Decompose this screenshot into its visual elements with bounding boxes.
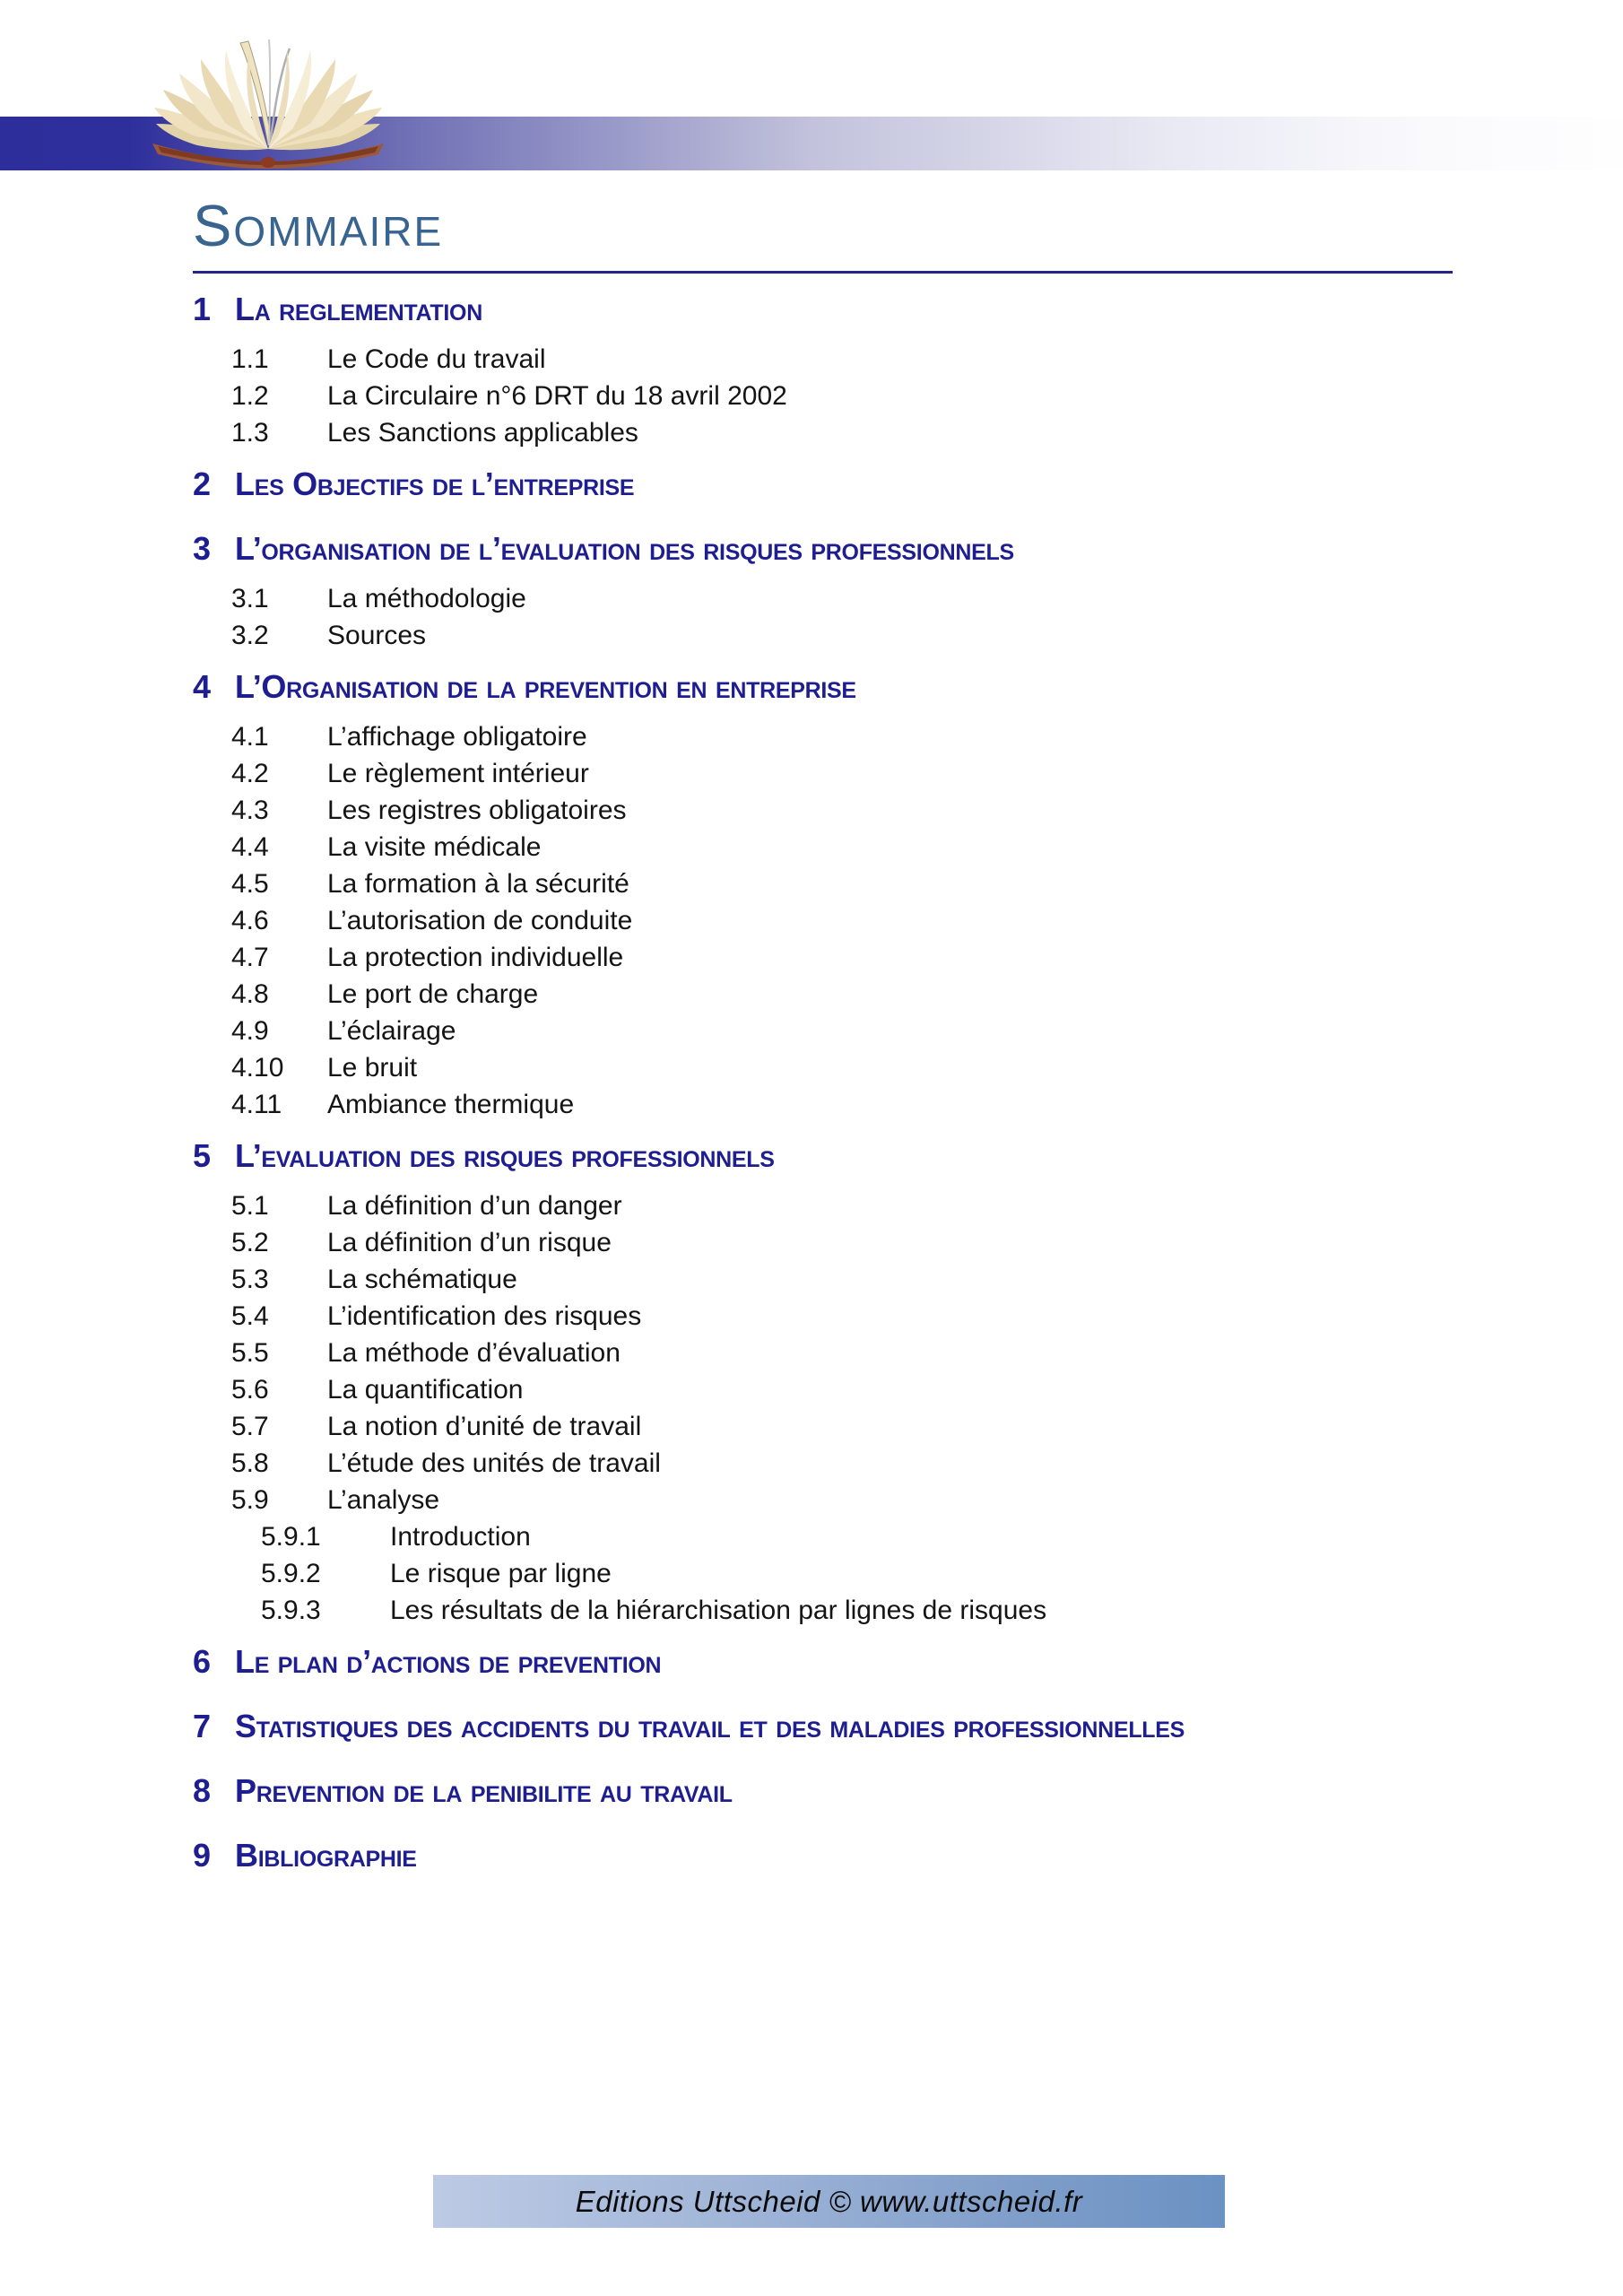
toc-number: 5.9 bbox=[231, 1485, 269, 1516]
content-column bbox=[193, 193, 1453, 1887]
toc-heading bbox=[193, 1760, 1453, 1822]
toc-label: La méthode d’évaluation bbox=[327, 1338, 621, 1369]
toc-item bbox=[193, 1298, 1453, 1335]
toc-item bbox=[193, 1408, 1453, 1445]
toc-item bbox=[193, 829, 1453, 865]
toc-number: 4.2 bbox=[231, 759, 269, 789]
toc-item bbox=[193, 414, 1453, 451]
toc-item bbox=[193, 378, 1453, 414]
toc-label: L’affichage obligatoire bbox=[327, 722, 587, 752]
toc-heading bbox=[193, 453, 1453, 516]
toc-number: 3 bbox=[193, 530, 211, 568]
toc-number: 5.8 bbox=[231, 1448, 269, 1479]
toc-label: Statistiques des accidents du travail et des maladies professionnelles bbox=[235, 1708, 1185, 1745]
toc-item bbox=[193, 976, 1453, 1013]
toc-label: Le règlement intérieur bbox=[327, 759, 589, 789]
toc-label: Bibliographie bbox=[235, 1837, 417, 1874]
toc-item bbox=[193, 902, 1453, 939]
toc-item bbox=[193, 718, 1453, 755]
toc-number: 5.6 bbox=[231, 1375, 269, 1405]
toc-number: 2 bbox=[193, 465, 211, 503]
toc-label: La définition d’un risque bbox=[327, 1228, 612, 1258]
toc-item bbox=[193, 1086, 1453, 1123]
toc-number: 6 bbox=[193, 1643, 211, 1681]
toc-item bbox=[193, 1013, 1453, 1049]
toc-label: Les registres obligatoires bbox=[327, 796, 627, 826]
toc-label: La Circulaire n°6 DRT du 18 avril 2002 bbox=[327, 381, 787, 412]
toc-number: 5.3 bbox=[231, 1265, 269, 1295]
toc-label: Le port de charge bbox=[327, 979, 539, 1010]
toc-label: L’autorisation de conduite bbox=[327, 906, 633, 936]
toc-label: La visite médicale bbox=[327, 832, 542, 863]
toc-label: L’organisation de l’evaluation des risques professionnels bbox=[235, 530, 1014, 568]
toc-number: 5.9.1 bbox=[261, 1522, 321, 1552]
toc-number: 4.9 bbox=[231, 1016, 269, 1047]
toc-number: 3.1 bbox=[231, 584, 269, 614]
toc-label: L’evaluation des risques professionnels bbox=[235, 1137, 775, 1175]
toc-label: La méthodologie bbox=[327, 584, 526, 614]
toc-label: La reglementation bbox=[235, 291, 482, 328]
toc-label: La définition d’un danger bbox=[327, 1191, 622, 1222]
toc-number: 4.4 bbox=[231, 832, 269, 863]
toc-number: 4.5 bbox=[231, 869, 269, 900]
toc-heading bbox=[193, 517, 1453, 580]
toc-number: 4.1 bbox=[231, 722, 269, 752]
toc-item bbox=[193, 617, 1453, 654]
toc-number: 1 bbox=[193, 291, 211, 328]
footer-text: Editions Uttscheid © www.uttscheid.fr bbox=[575, 2184, 1083, 2218]
toc-number: 4.8 bbox=[231, 979, 269, 1010]
toc-item bbox=[193, 1187, 1453, 1224]
toc-number: 3.2 bbox=[231, 621, 269, 651]
toc-number: 4.11 bbox=[231, 1090, 282, 1120]
toc-heading bbox=[193, 1695, 1453, 1758]
toc-label: La formation à la sécurité bbox=[327, 869, 629, 900]
toc-number: 1.1 bbox=[231, 344, 269, 375]
toc-item bbox=[193, 1049, 1453, 1086]
toc-label: Sources bbox=[327, 621, 427, 651]
toc-label: Prevention de la penibilite au travail bbox=[235, 1772, 733, 1810]
toc-number: 4.10 bbox=[231, 1053, 284, 1083]
toc-item bbox=[193, 792, 1453, 829]
toc-label: Le risque par ligne bbox=[390, 1559, 612, 1589]
toc-heading bbox=[193, 1125, 1453, 1187]
toc-number: 5.5 bbox=[231, 1338, 269, 1369]
toc-number: 1.2 bbox=[231, 381, 269, 412]
toc-label: La schématique bbox=[327, 1265, 517, 1295]
toc-item bbox=[193, 939, 1453, 976]
toc-label: L’éclairage bbox=[327, 1016, 456, 1047]
toc-label: Les Sanctions applicables bbox=[327, 418, 638, 448]
toc-item bbox=[193, 1335, 1453, 1371]
toc-number: 8 bbox=[193, 1772, 211, 1810]
toc-heading bbox=[193, 656, 1453, 718]
toc-label: La protection individuelle bbox=[327, 943, 624, 973]
table-of-contents bbox=[193, 278, 1453, 1887]
toc-number: 4.3 bbox=[231, 796, 269, 826]
open-book-icon bbox=[143, 38, 393, 169]
toc-number: 4.6 bbox=[231, 906, 269, 936]
toc-number: 5.4 bbox=[231, 1301, 269, 1332]
toc-label: Introduction bbox=[390, 1522, 531, 1552]
toc-item bbox=[193, 341, 1453, 378]
toc-item bbox=[193, 1518, 1453, 1555]
toc-label: Ambiance thermique bbox=[327, 1090, 575, 1120]
toc-item bbox=[193, 1482, 1453, 1518]
toc-number: 4 bbox=[193, 668, 211, 706]
toc-label: L’analyse bbox=[327, 1485, 440, 1516]
toc-label: La notion d’unité de travail bbox=[327, 1412, 642, 1442]
toc-label: Le Code du travail bbox=[327, 344, 546, 375]
toc-label: Les résultats de la hiérarchisation par lignes de risques bbox=[390, 1596, 1047, 1626]
toc-number: 4.7 bbox=[231, 943, 269, 973]
toc-label: La quantification bbox=[327, 1375, 524, 1405]
toc-number: 5.2 bbox=[231, 1228, 269, 1258]
footer-bar bbox=[433, 2175, 1225, 2228]
page-title: Sommaire bbox=[193, 193, 444, 258]
toc-heading bbox=[193, 1824, 1453, 1887]
toc-item bbox=[193, 1261, 1453, 1298]
toc-item bbox=[193, 1445, 1453, 1482]
toc-number: 1.3 bbox=[231, 418, 269, 448]
toc-label: Le plan d’actions de prevention bbox=[235, 1643, 662, 1681]
toc-label: L’étude des unités de travail bbox=[327, 1448, 661, 1479]
toc-label: Les Objectifs de l’entreprise bbox=[235, 465, 635, 503]
toc-label: L’Organisation de la prevention en entreprise bbox=[235, 668, 856, 706]
toc-item bbox=[193, 1371, 1453, 1408]
toc-item bbox=[193, 1592, 1453, 1629]
toc-label: L’identification des risques bbox=[327, 1301, 642, 1332]
toc-item bbox=[193, 1224, 1453, 1261]
toc-item bbox=[193, 865, 1453, 902]
toc-number: 7 bbox=[193, 1708, 211, 1745]
toc-heading bbox=[193, 1631, 1453, 1693]
toc-number: 5.1 bbox=[231, 1191, 269, 1222]
toc-item bbox=[193, 1555, 1453, 1592]
toc-item bbox=[193, 580, 1453, 617]
toc-item bbox=[193, 755, 1453, 792]
toc-number: 5 bbox=[193, 1137, 211, 1175]
toc-heading bbox=[193, 278, 1453, 341]
toc-number: 5.9.3 bbox=[261, 1596, 321, 1626]
toc-label: Le bruit bbox=[327, 1053, 418, 1083]
toc-number: 5.9.2 bbox=[261, 1559, 321, 1589]
title-rule bbox=[193, 271, 1453, 274]
toc-number: 5.7 bbox=[231, 1412, 269, 1442]
toc-number: 9 bbox=[193, 1837, 211, 1874]
